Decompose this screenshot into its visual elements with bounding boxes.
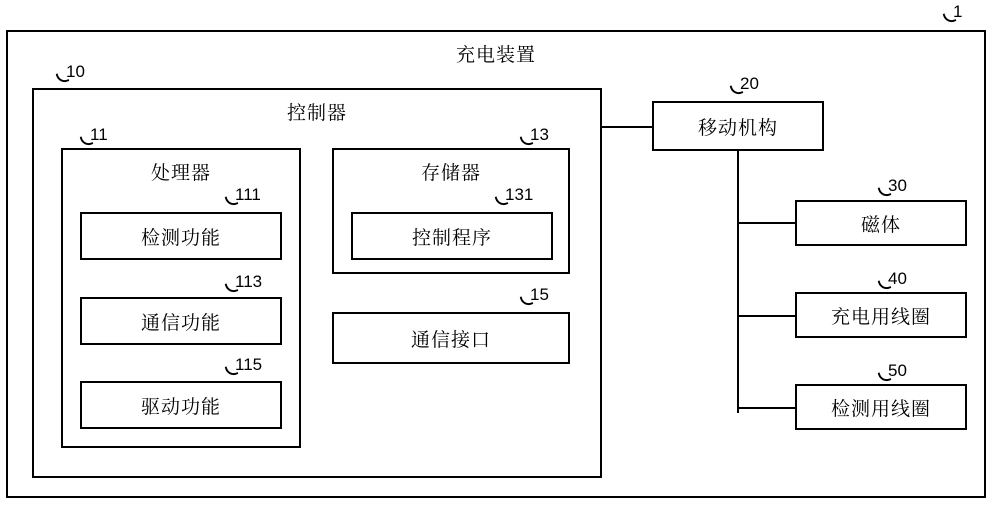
moving-mechanism-box <box>652 101 824 151</box>
memory-title: 存储器 <box>420 163 481 184</box>
ref-moving-mechanism: 20 <box>730 74 759 94</box>
control-program-box <box>351 212 553 260</box>
connector-branch-charging-coil <box>737 315 795 317</box>
charging-coil-label: 充电用线圈 <box>830 306 931 328</box>
communication-interface-label: 通信接口 <box>410 329 491 351</box>
connector-branch-detection-coil <box>737 407 795 409</box>
controller-title: 控制器 <box>286 103 347 124</box>
detection-function-box <box>80 212 282 260</box>
communication-interface-box <box>332 312 570 364</box>
ref-control-program: 131 <box>495 185 533 205</box>
ref-tick-icon <box>520 133 530 145</box>
connector-bus-vertical <box>737 151 739 413</box>
magnet-label: 磁体 <box>860 214 901 236</box>
connector-controller-to-moving-mechanism <box>602 126 652 128</box>
ref-tick-icon <box>878 184 888 196</box>
ref-tick-icon <box>520 293 530 305</box>
ref-magnet: 30 <box>878 176 907 196</box>
ref-communication-function: 113 <box>225 272 262 292</box>
drive-function-label: 驱动功能 <box>140 396 221 418</box>
detection-coil-label: 检测用线圈 <box>830 398 931 420</box>
ref-charging-coil: 40 <box>878 269 907 289</box>
ref-tick-icon <box>225 193 235 205</box>
control-program-label: 控制程序 <box>411 227 492 249</box>
drive-function-box <box>80 381 282 429</box>
connector-branch-magnet <box>737 222 795 224</box>
ref-memory: 13 <box>520 125 549 145</box>
communication-function-label: 通信功能 <box>140 312 221 334</box>
ref-processor: 11 <box>80 125 108 145</box>
ref-tick-icon <box>225 363 235 375</box>
ref-tick-icon <box>878 277 888 289</box>
ref-drive-function: 115 <box>225 355 262 375</box>
ref-tick-icon <box>943 10 953 22</box>
magnet-box <box>795 200 967 246</box>
ref-detection-function: 111 <box>225 185 261 205</box>
ref-tick-icon <box>495 193 505 205</box>
ref-tick-icon <box>878 369 888 381</box>
moving-mechanism-label: 移动机构 <box>697 117 778 139</box>
ref-tick-icon <box>730 82 740 94</box>
communication-function-box <box>80 297 282 345</box>
charging-coil-box <box>795 292 967 338</box>
ref-tick-icon <box>56 70 66 82</box>
detection-function-label: 检测功能 <box>140 227 221 249</box>
detection-coil-box <box>795 384 967 430</box>
processor-title: 处理器 <box>150 163 211 184</box>
ref-communication-interface: 15 <box>520 285 549 305</box>
ref-tick-icon <box>80 133 90 145</box>
ref-detection-coil: 50 <box>878 361 907 381</box>
ref-tick-icon <box>225 280 235 292</box>
outer-box-title: 充电装置 <box>455 45 536 66</box>
ref-figure-1: 1 <box>943 2 962 22</box>
ref-controller: 10 <box>56 62 85 82</box>
